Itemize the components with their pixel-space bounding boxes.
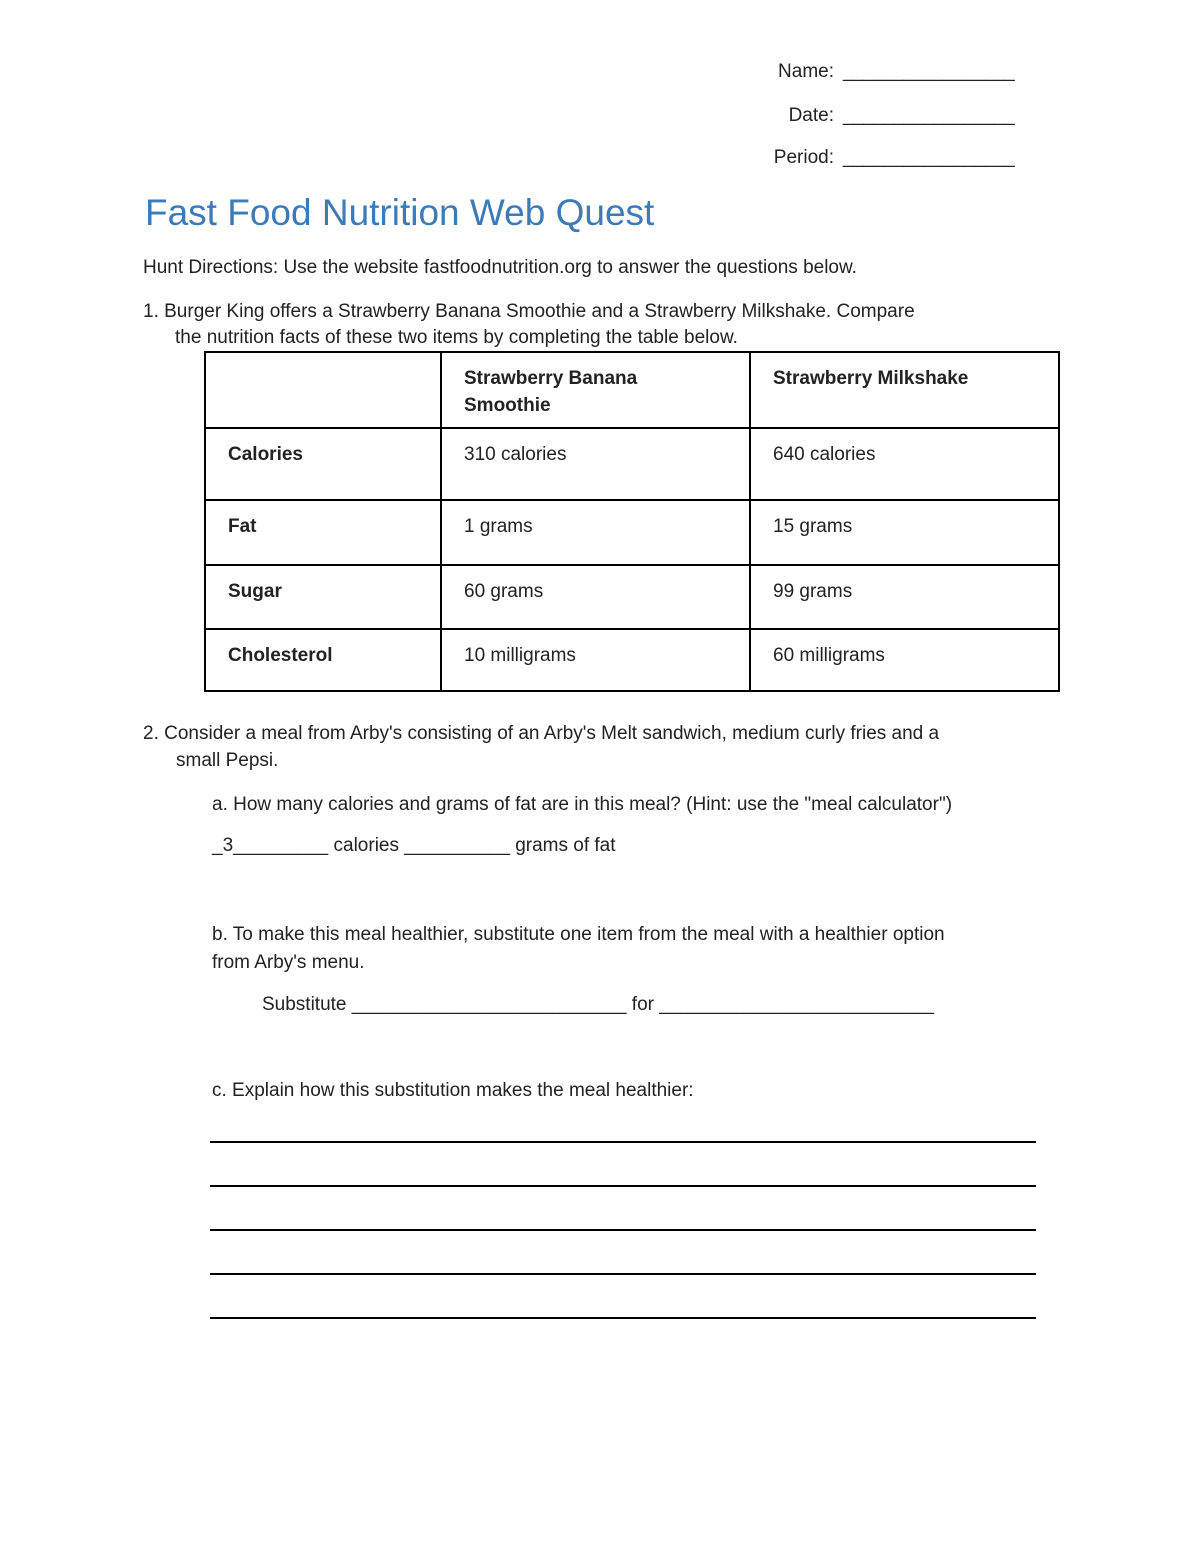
q2-text-line2: small Pepsi. bbox=[176, 750, 279, 771]
name-label: Name: bbox=[778, 61, 834, 82]
q2b-question-line1: b. To make this meal healthier, substitute one item from the meal with a healthier option bbox=[212, 924, 945, 945]
hunt-directions: Hunt Directions: Use the website fastfoodnutrition.org to answer the questions below. bbox=[143, 257, 857, 278]
nutrition-table bbox=[204, 351, 1060, 692]
table-header-row bbox=[205, 352, 1059, 428]
q2a-answer-field[interactable]: _3_________ calories __________ grams of fat bbox=[212, 835, 616, 856]
answer-line[interactable] bbox=[210, 1317, 1036, 1319]
period-field[interactable]: _________________ bbox=[843, 147, 1015, 168]
q1-text-line1: 1. Burger King offers a Strawberry Banana Smoothie and a Strawberry Milkshake. Compare bbox=[143, 301, 915, 322]
row-label-cholesterol: Cholesterol bbox=[205, 629, 441, 691]
table-row bbox=[205, 500, 1059, 565]
period-label: Period: bbox=[773, 147, 834, 168]
answer-line[interactable] bbox=[210, 1141, 1036, 1143]
date-label: Date: bbox=[788, 105, 834, 126]
q2-text-line1: 2. Consider a meal from Arby's consisting of an Arby's Melt sandwich, medium curly fries and a bbox=[143, 723, 940, 744]
row-label-sugar: Sugar bbox=[205, 565, 441, 629]
table-row bbox=[205, 428, 1059, 500]
table-row bbox=[205, 629, 1059, 691]
page-title: Fast Food Nutrition Web Quest bbox=[145, 192, 655, 233]
row-label-calories: Calories bbox=[205, 428, 441, 500]
answer-line[interactable] bbox=[210, 1229, 1036, 1231]
header-cell-empty bbox=[205, 352, 441, 428]
smoothie-sugar[interactable]: 60 grams bbox=[441, 565, 750, 629]
answer-line[interactable] bbox=[210, 1185, 1036, 1187]
q2b-question-line2: from Arby's menu. bbox=[212, 952, 365, 973]
q2c-question: c. Explain how this substitution makes the meal healthier: bbox=[212, 1080, 694, 1101]
q2a-question: a. How many calories and grams of fat are in this meal? (Hint: use the "meal calculator") bbox=[212, 794, 953, 815]
answer-line[interactable] bbox=[210, 1273, 1036, 1275]
q2b-substitute-field[interactable]: Substitute __________________________ for __________________________ bbox=[262, 994, 934, 1015]
row-label-fat: Fat bbox=[205, 500, 441, 565]
name-field[interactable]: _________________ bbox=[843, 61, 1015, 82]
header-smoothie: Strawberry Banana Smoothie bbox=[441, 352, 750, 428]
smoothie-fat[interactable]: 1 grams bbox=[441, 500, 750, 565]
milkshake-cholesterol[interactable]: 60 milligrams bbox=[750, 629, 1059, 691]
smoothie-cholesterol[interactable]: 10 milligrams bbox=[441, 629, 750, 691]
smoothie-calories[interactable]: 310 calories bbox=[441, 428, 750, 500]
table-row bbox=[205, 565, 1059, 629]
q1-text-line2: the nutrition facts of these two items by completing the table below. bbox=[175, 327, 738, 348]
milkshake-sugar[interactable]: 99 grams bbox=[750, 565, 1059, 629]
milkshake-fat[interactable]: 15 grams bbox=[750, 500, 1059, 565]
header-milkshake: Strawberry Milkshake bbox=[750, 352, 1059, 428]
date-field[interactable]: _________________ bbox=[843, 105, 1015, 126]
milkshake-calories[interactable]: 640 calories bbox=[750, 428, 1059, 500]
